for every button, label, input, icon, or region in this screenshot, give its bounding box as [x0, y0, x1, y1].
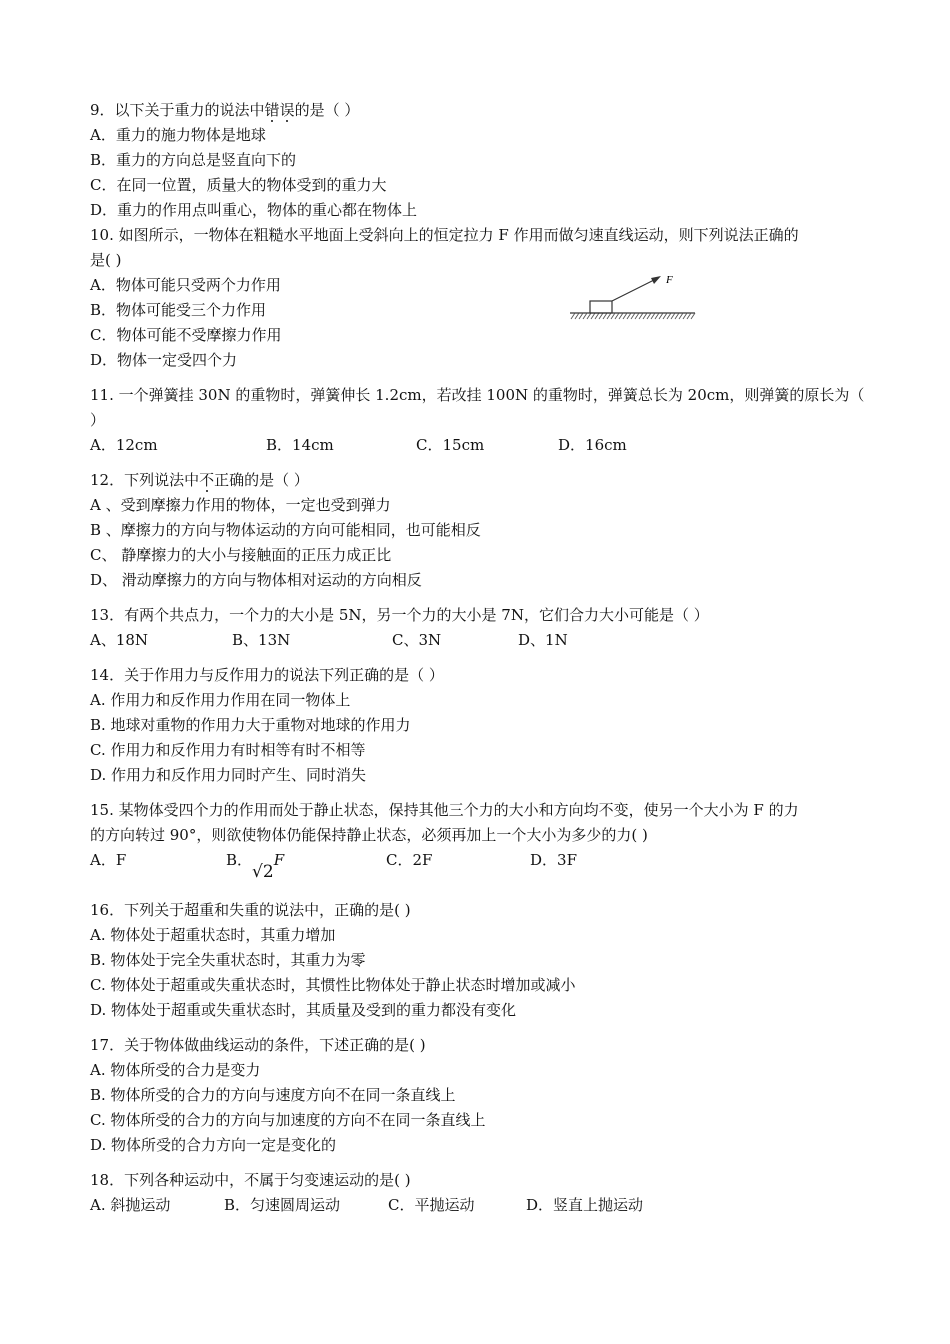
- option-a: A．12cm: [90, 436, 158, 454]
- option-d: D. 作用力和反作用力同时产生、同时消失: [90, 766, 367, 784]
- question-11-options: [90, 433, 870, 458]
- option-b: [226, 848, 386, 882]
- option-c: C．物体可能不受摩擦力作用: [90, 326, 282, 344]
- question-9-stem: [90, 98, 870, 123]
- question-18-stem: 18．下列各种运动中，不属于匀变速运动的是( ): [90, 1171, 411, 1189]
- question-18-options: [90, 1193, 870, 1218]
- stem-text: 12．下列说法中: [90, 471, 200, 489]
- stem-text: 正确的是（ ）: [214, 471, 309, 489]
- emphasis-char: 不: [199, 471, 215, 489]
- option-c: C. 物体所受的合力的方向与加速度的方向不在同一条直线上: [90, 1111, 486, 1129]
- option-a: A、18N: [90, 631, 149, 649]
- option-b-label: B．: [226, 851, 253, 869]
- question-11-stem-line1: 11. 一个弹簧挂 30N 的重物时，弹簧伸长 1.2cm，若改挂 100N 的重物时，弹簧总长为 20cm，则弹簧的原长为（: [90, 386, 865, 404]
- block: [590, 301, 612, 313]
- option-b: B．物体可能受三个力作用: [90, 301, 267, 319]
- stem-text: 的是（ ）: [294, 101, 360, 119]
- question-12-stem: [90, 468, 870, 493]
- option-b: B 、摩擦力的方向与物体运动的方向可能相同，也可能相反: [90, 521, 481, 539]
- option-a: A. 物体处于超重状态时，其重力增加: [90, 926, 336, 944]
- option-d: D、1N: [518, 631, 568, 649]
- option-d: D．竖直上抛运动: [526, 1196, 644, 1214]
- arrowhead: [651, 276, 661, 284]
- option-c: C. 物体处于超重或失重状态时，其惯性比物体处于静止状态时增加或减小: [90, 976, 576, 994]
- question-13-options: [90, 628, 870, 653]
- option-d: D. 物体所受的合力方向一定是变化的: [90, 1136, 337, 1154]
- option-a: A．物体可能只受两个力作用: [90, 276, 281, 294]
- option-d: D．3F: [530, 851, 577, 869]
- question-11: [90, 383, 870, 458]
- question-14-stem: 14．关于作用力与反作用力的说法下列正确的是（ ）: [90, 666, 444, 684]
- question-17: [90, 1033, 870, 1158]
- question-16-stem: 16．下列关于超重和失重的说法中，正确的是( ): [90, 901, 411, 919]
- question-11-stem-line2: ）: [90, 411, 106, 429]
- emphasis-char: 误: [279, 101, 295, 119]
- question-14: [90, 663, 870, 788]
- option-b: B．重力的方向总是竖直向下的: [90, 151, 297, 169]
- option-a: A. 物体所受的合力是变力: [90, 1061, 261, 1079]
- option-d: D. 物体处于超重或失重状态时，其质量及受到的重力都没有变化: [90, 1001, 517, 1019]
- question-10-stem-line1: 10. 如图所示，一物体在粗糙水平地面上受斜向上的恒定拉力 F 作用而做匀速直线运动，则下列说法正确的: [90, 226, 799, 244]
- question-9: [90, 98, 870, 223]
- option-c: C．2F: [386, 851, 433, 869]
- question-15-stem-line1: 15. 某物体受四个力的作用而处于静止状态，保持其他三个力的大小和方向均不变，使另一个大小为 F 的力: [90, 801, 799, 819]
- exam-page: [90, 98, 870, 1218]
- option-d: D．16cm: [558, 436, 627, 454]
- question-15: [90, 798, 870, 882]
- option-a: A．重力的施力物体是地球: [90, 126, 266, 144]
- option-b: B. 物体处于完全失重状态时，其重力为零: [90, 951, 366, 969]
- question-18: [90, 1168, 870, 1218]
- option-b: B．匀速圆周运动: [224, 1196, 341, 1214]
- option-a: A．F: [90, 851, 127, 869]
- option-b: B. 地球对重物的作用力大于重物对地球的作用力: [90, 716, 411, 734]
- question-16: [90, 898, 870, 1023]
- question-15-options: [90, 848, 870, 882]
- option-c: C．在同一位置，质量大的物体受到的重力大: [90, 176, 387, 194]
- option-c: C．15cm: [416, 436, 485, 454]
- option-d: D．物体一定受四个力: [90, 351, 238, 369]
- option-a: A. 斜抛运动: [90, 1196, 171, 1214]
- option-a: A 、受到摩擦力作用的物体，一定也受到弹力: [90, 496, 391, 514]
- sqrt-symbol: √2: [252, 862, 274, 882]
- question-10: [90, 223, 870, 373]
- question-15-stem-line2: 的方向转过 90°，则欲使物体仍能保持静止状态，必须再加上一个大小为多少的力( ): [90, 826, 648, 844]
- option-a: A. 作用力和反作用力作用在同一物体上: [90, 691, 351, 709]
- option-c: C. 作用力和反作用力有时相等有时不相等: [90, 741, 366, 759]
- question-13: [90, 603, 870, 653]
- option-b-variable: F: [273, 851, 285, 869]
- option-c: C．平抛运动: [388, 1196, 475, 1214]
- option-c: C、3N: [392, 631, 442, 649]
- option-b: B、13N: [232, 631, 291, 649]
- force-arrow: [612, 279, 656, 301]
- emphasis-char: 错: [264, 101, 280, 119]
- question-12: [90, 468, 870, 593]
- option-d: D．重力的作用点叫重心，物体的重心都在物体上: [90, 201, 418, 219]
- question-13-stem: 13．有两个共点力，一个力的大小是 5N，另一个力的大小是 7N，它们合力大小可能是（ ）: [90, 606, 709, 624]
- ground-hatching: [571, 313, 695, 319]
- force-diagram: [565, 275, 705, 335]
- option-c: C、 静摩擦力的大小与接触面的正压力成正比: [90, 546, 392, 564]
- option-b: B. 物体所受的合力的方向与速度方向不在同一条直线上: [90, 1086, 456, 1104]
- force-label: F: [666, 275, 673, 286]
- option-d: D、 滑动摩擦力的方向与物体相对运动的方向相反: [90, 571, 422, 589]
- question-17-stem: 17．关于物体做曲线运动的条件，下述正确的是( ): [90, 1036, 426, 1054]
- option-b: B．14cm: [266, 436, 334, 454]
- question-10-stem-line2: 是( ): [90, 251, 122, 269]
- stem-text: 9．以下关于重力的说法中: [90, 101, 265, 119]
